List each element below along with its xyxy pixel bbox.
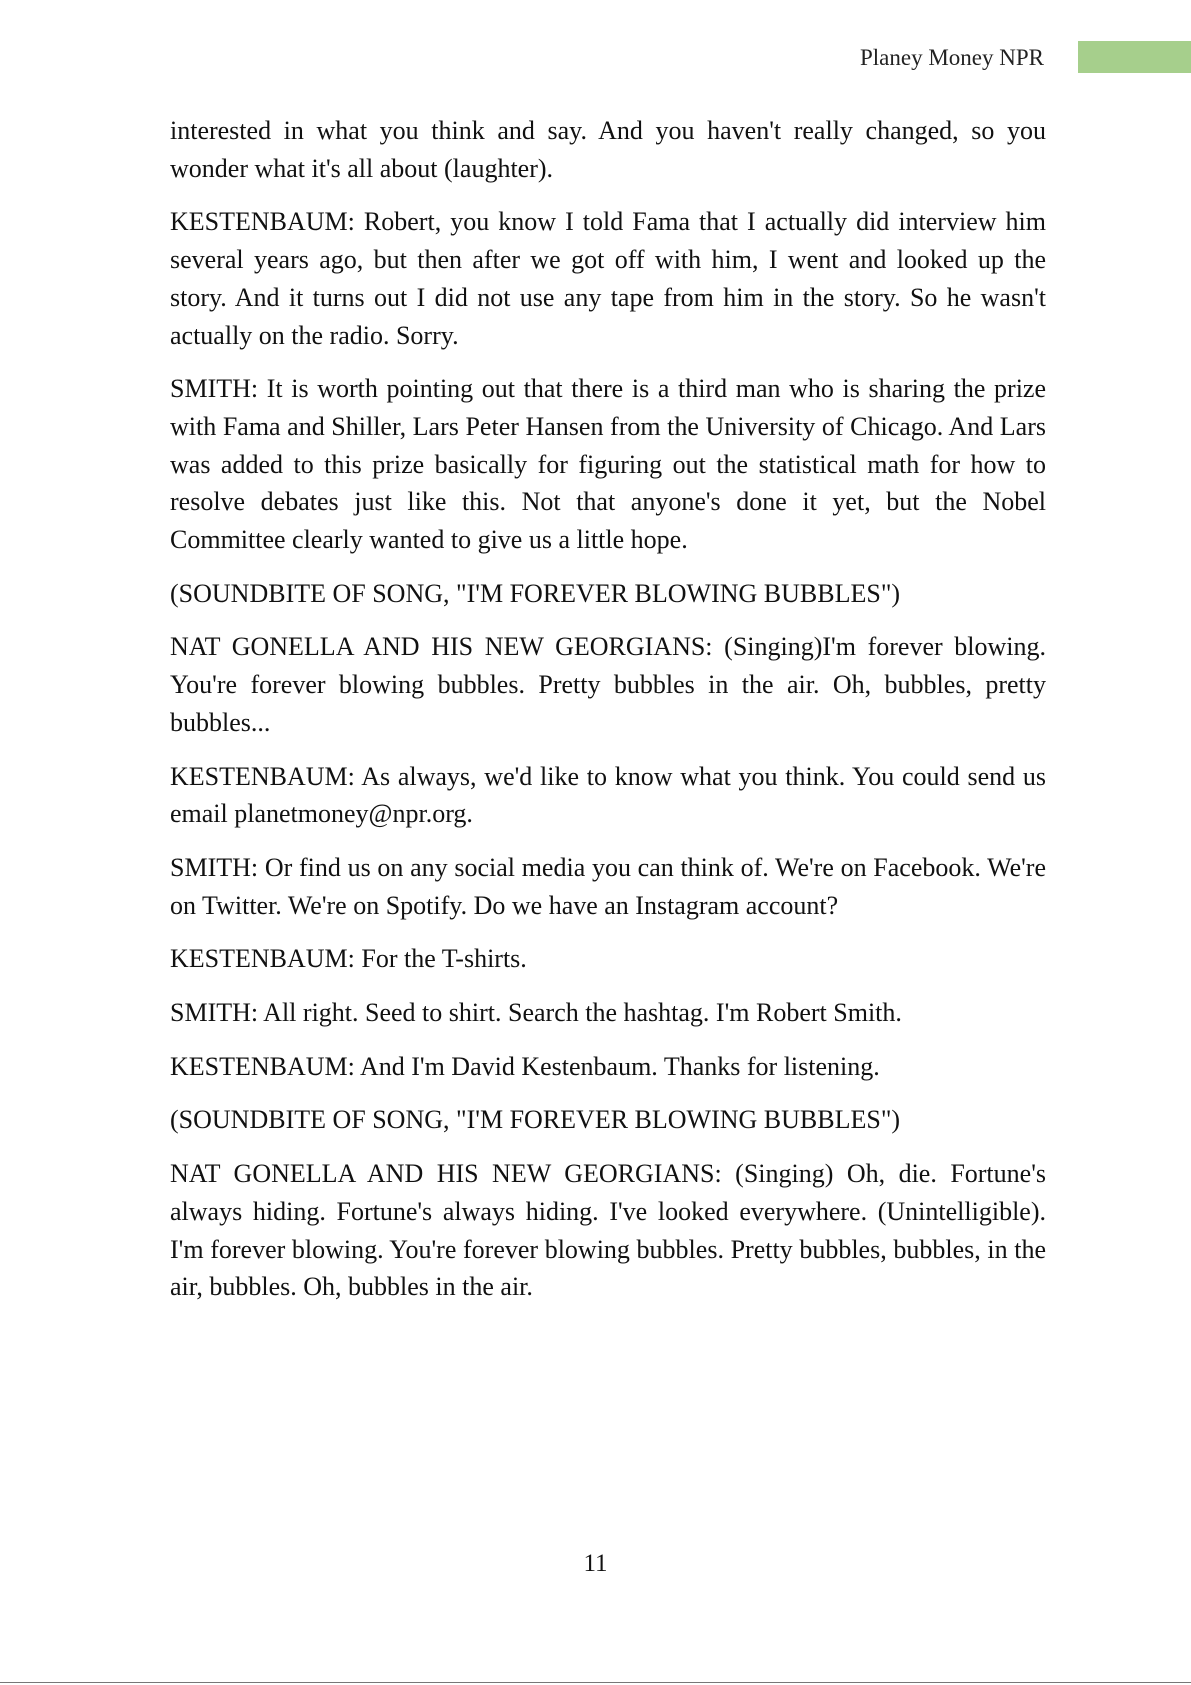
paragraph-kestenbaum-tshirts: KESTENBAUM: For the T-shirts.: [170, 944, 527, 974]
paragraph-soundbite-2: (SOUNDBITE OF SONG, "I'M FOREVER BLOWING BUBBLES"): [170, 1105, 901, 1135]
header-accent-bar: [1078, 41, 1191, 73]
paragraph-continuation: interested in what you think and say. And you haven't really changed, so you wonder what it's all about (laughter).: [170, 116, 1046, 183]
paragraph-kestenbaum-signoff: KESTENBAUM: And I'm David Kestenbaum. Thanks for listening.: [170, 1051, 880, 1081]
paragraph-smith-signoff: SMITH: All right. Seed to shirt. Search the hashtag. I'm Robert Smith.: [170, 998, 902, 1028]
running-header-title: Planey Money NPR: [860, 45, 1044, 70]
paragraph-soundbite-1: (SOUNDBITE OF SONG, "I'M FOREVER BLOWING BUBBLES"): [170, 578, 901, 608]
paragraph-smith-third-man: SMITH: It is worth pointing out that there is a third man who is sharing the prize with Fama and Shiller, Lars Peter Hansen from the University of Chicago. And Lars was added to this prize basically for figuring out the statistical math for how to resolve debates just like this. Not that anyone's done it yet, but the Nobel Committee clearly wanted to give us a little hope.: [170, 374, 1046, 555]
page-bottom-divider: [0, 1682, 1191, 1683]
paragraph-song-lyrics-2: NAT GONELLA AND HIS NEW GEORGIANS: (Singing) Oh, die. Fortune's always hiding. Fortune's always hiding. I've looked everywhere. (Unintelligible). I'm forever blowing. You're forever blowing bubbles. Pretty bubbles, bubbles, in the air, bubbles. Oh, bubbles in the air.: [170, 1159, 1046, 1302]
paragraph-kestenbaum-fama-interview: KESTENBAUM: Robert, you know I told Fama that I actually did interview him several years ago, but then after we got off with him, I went and looked up the story. And it turns out I did not use any tape from him in the story. So he wasn't actually on the radio. Sorry.: [170, 207, 1046, 350]
paragraph-kestenbaum-email: KESTENBAUM: As always, we'd like to know what you think. You could send us email planetmoney@npr.org.: [170, 761, 1046, 829]
page-number: 11: [583, 1550, 608, 1577]
paragraph-song-lyrics-1: NAT GONELLA AND HIS NEW GEORGIANS: (Singing)I'm forever blowing. You're forever blowing bubbles. Pretty bubbles in the air. Oh, bubbles, pretty bubbles...: [170, 632, 1046, 737]
paragraph-smith-social-media: SMITH: Or find us on any social media you can think of. We're on Facebook. We're on Twitter. We're on Spotify. Do we have an Instagram account?: [170, 852, 1046, 920]
transcript-body: [170, 112, 1046, 1322]
